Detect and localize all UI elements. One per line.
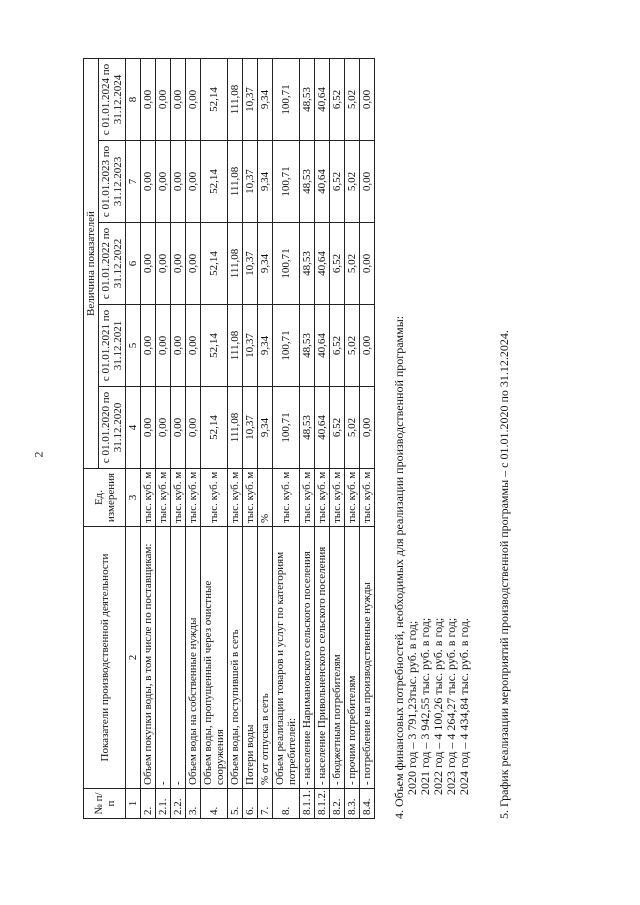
row-value: 0,00 [171,223,186,305]
column-number: 5 [126,305,141,387]
row-value: 0,00 [171,305,186,387]
row-value: 0,00 [360,59,375,141]
row-value: 6,52 [330,305,345,387]
row-number: 2.2. [171,789,186,819]
row-indicator: Объем воды, пропущенный через очистные сооружения [201,527,228,789]
table-row [156,59,171,819]
row-number: 7. [258,789,273,819]
row-value: 111,08 [228,223,243,305]
row-number: 2.1. [156,789,171,819]
column-number: 7 [126,141,141,223]
row-value: 111,08 [228,59,243,141]
row-unit: тыс. куб. м [171,469,186,527]
row-indicator: Объем реализации товаров и услуг по категориям потребителей: [273,527,300,789]
row-value: 0,00 [186,223,201,305]
row-value: 0,00 [360,141,375,223]
row-value: 0,00 [360,387,375,469]
row-value: 6,52 [330,59,345,141]
row-number: 4. [201,789,228,819]
row-value: 0,00 [186,387,201,469]
row-value: 48,53 [300,141,315,223]
row-indicator: - [171,527,186,789]
section-4-title: 4. Объем финансовых потребностей, необходимых для реализации производственной программы: [392,315,406,819]
row-indicator: - прочим потребителям [345,527,360,789]
header-period: с 01.01.2020 по 31.12.2020 [99,387,126,469]
row-value: 100,71 [273,387,300,469]
row-indicator: Объем воды, поступившей в сеть [228,527,243,789]
row-value: 0,00 [141,387,156,469]
row-number: 2. [141,789,156,819]
row-value: 5,02 [345,387,360,469]
row-value: 6,52 [330,141,345,223]
row-value: 0,00 [156,141,171,223]
row-indicator: Объем покупки воды, в том числе по поставщикам: [141,527,156,789]
table-row [258,59,273,819]
page-number: 2 [31,451,46,458]
row-number: 8.2. [330,789,345,819]
row-value: 0,00 [186,59,201,141]
row-value: 52,14 [201,223,228,305]
row-value: 52,14 [201,141,228,223]
row-unit: тыс. куб. м [201,469,228,527]
row-unit: тыс. куб. м [228,469,243,527]
row-number: 8.3. [345,789,360,819]
table-row [330,59,345,819]
table-row [201,59,228,819]
column-number: 2 [126,527,141,789]
header-num: № п/п [84,789,126,819]
table-row [360,59,375,819]
row-value: 10,37 [243,305,258,387]
section-4-line: 2020 год – 3 791,23тыс. руб. в год; [405,620,419,795]
row-value: 40,64 [315,305,330,387]
row-value: 10,37 [243,387,258,469]
header-period: с 01.01.2024 по 31.12.2024 [99,59,126,141]
row-value: 100,71 [273,223,300,305]
row-value: 52,14 [201,59,228,141]
row-value: 10,37 [243,59,258,141]
row-value: 48,53 [300,305,315,387]
table-row [228,59,243,819]
row-value: 0,00 [360,305,375,387]
row-value: 0,00 [141,223,156,305]
row-unit: тыс. куб. м [300,469,315,527]
table-row [243,59,258,819]
table-row [300,59,315,819]
row-value: 40,64 [315,141,330,223]
row-value: 0,00 [141,141,156,223]
table-row [141,59,156,819]
column-number: 8 [126,59,141,141]
row-value: 9,34 [258,387,273,469]
row-number: 6. [243,789,258,819]
column-numbers-row [126,59,141,819]
row-value: 40,64 [315,59,330,141]
row-value: 111,08 [228,387,243,469]
row-indicator: Потери воды [243,527,258,789]
header-period: с 01.01.2022 по 31.12.2022 [99,223,126,305]
row-value: 48,53 [300,223,315,305]
row-unit: тыс. куб. м [156,469,171,527]
header-unit: Ед. измерения [84,469,126,527]
row-value: 9,34 [258,59,273,141]
row-value: 111,08 [228,141,243,223]
section-4 [393,59,471,819]
row-value: 0,00 [186,305,201,387]
column-number: 6 [126,223,141,305]
row-value: 6,52 [330,387,345,469]
row-value: 100,71 [273,141,300,223]
column-number: 1 [126,789,141,819]
row-value: 100,71 [273,305,300,387]
row-indicator: - потребление на производственные нужды [360,527,375,789]
row-number: 3. [186,789,201,819]
row-value: 111,08 [228,305,243,387]
section-4-line: 2021 год – 3 942,55 тыс. руб. в год; [418,617,432,795]
row-value: 9,34 [258,305,273,387]
row-value: 0,00 [171,141,186,223]
row-unit: тыс. куб. м [141,469,156,527]
row-value: 40,64 [315,223,330,305]
section-4-line: 2022 год – 4 100,26 тыс. руб. в год; [431,617,445,795]
table-row [171,59,186,819]
row-number: 8.1.1. [300,789,315,819]
row-number: 5. [228,789,243,819]
row-unit: тыс. куб. м [243,469,258,527]
row-value: 10,37 [243,141,258,223]
row-value: 0,00 [186,141,201,223]
row-value: 5,02 [345,141,360,223]
row-value: 0,00 [156,59,171,141]
row-value: 100,71 [273,59,300,141]
row-unit: тыс. куб. м [330,469,345,527]
header-indicator: Показатели производственной деятельности [84,527,126,789]
row-unit: тыс. куб. м [360,469,375,527]
header-period: с 01.01.2021 по 31.12.2021 [99,305,126,387]
row-value: 5,02 [345,305,360,387]
row-value: 48,53 [300,387,315,469]
row-value: 0,00 [171,387,186,469]
row-unit: тыс. куб. м [315,469,330,527]
row-unit: тыс. куб. м [345,469,360,527]
row-value: 0,00 [156,387,171,469]
column-number: 4 [126,387,141,469]
section-4-line: 2024 год – 4 434,84 тыс. руб. в год. [457,618,471,795]
row-unit: тыс. куб. м [273,469,300,527]
row-value: 0,00 [171,59,186,141]
row-value: 0,00 [156,223,171,305]
row-number: 8. [273,789,300,819]
row-indicator: - [156,527,171,789]
table-row [273,59,300,819]
column-number: 3 [126,469,141,527]
row-unit: % [258,469,273,527]
row-value: 0,00 [156,305,171,387]
row-indicator: % от отпуска в сеть [258,527,273,789]
row-number: 8.4. [360,789,375,819]
row-value: 10,37 [243,223,258,305]
section-5: 5. График реализации мероприятий производственной программы – с 01.01.2020 по 31.12.2024. [497,330,511,819]
row-value: 52,14 [201,305,228,387]
table-row [315,59,330,819]
row-value: 9,34 [258,141,273,223]
row-indicator: - бюджетным потребителям [330,527,345,789]
row-value: 0,00 [141,305,156,387]
row-indicator: - население Наримановского сельского поселения [300,527,315,789]
row-unit: тыс. куб. м [186,469,201,527]
row-value: 0,00 [360,223,375,305]
row-number: 8.1.2. [315,789,330,819]
header-period: с 01.01.2023 по 31.12.2023 [99,141,126,223]
table-row [186,59,201,819]
header-group: Величина показателей [84,59,99,469]
row-indicator: - население Привольненского сельского поселения [315,527,330,789]
row-value: 5,02 [345,223,360,305]
rotated-page-content [83,59,628,819]
row-indicator: Объем воды на собственные нужды [186,527,201,789]
table-row [345,59,360,819]
row-value: 52,14 [201,387,228,469]
row-value: 0,00 [141,59,156,141]
row-value: 6,52 [330,223,345,305]
row-value: 5,02 [345,59,360,141]
section-4-line: 2023 год – 4 264,27 тыс. руб. в год; [444,617,458,795]
row-value: 48,53 [300,59,315,141]
row-value: 9,34 [258,223,273,305]
indicators-table [83,58,375,819]
row-value: 40,64 [315,387,330,469]
